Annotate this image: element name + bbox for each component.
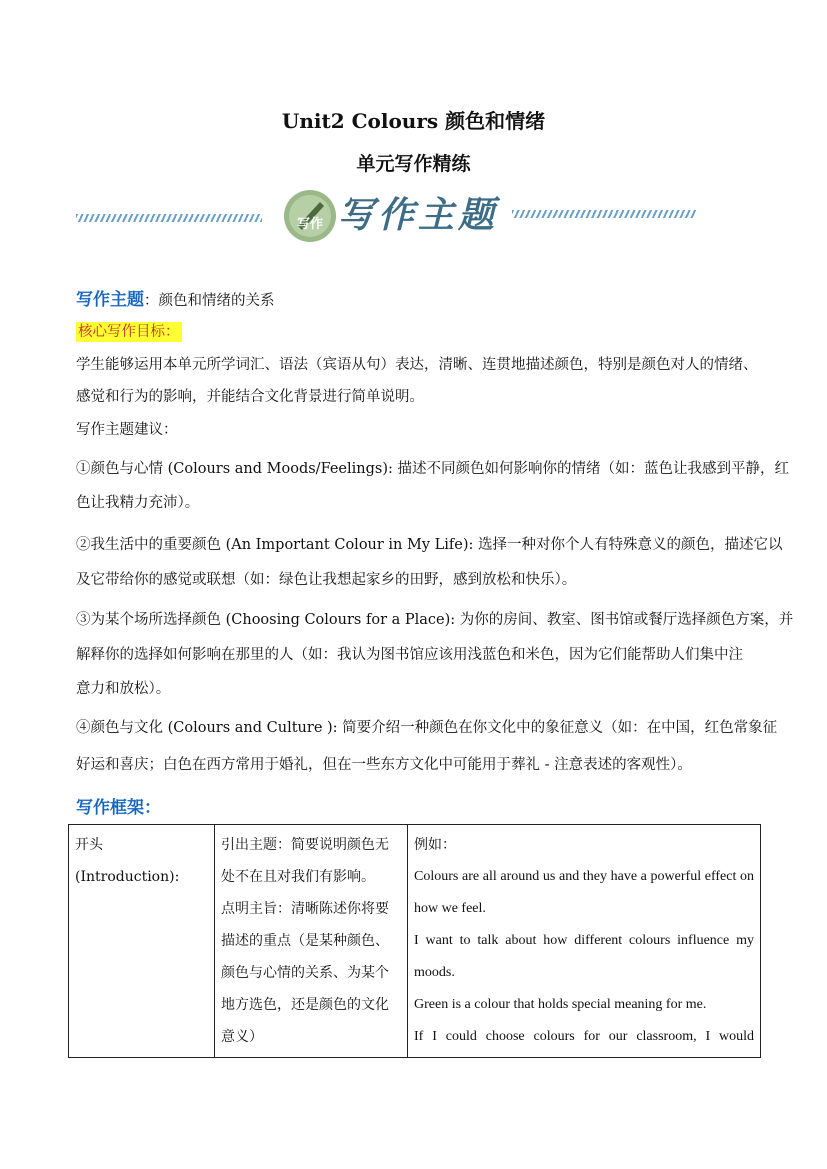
example-sentence: If I could choose colours for our classroom, I would: [414, 1029, 754, 1044]
suggestion-3-line-2: 解释你的选择如何影响在那里的人（如：我认为图书馆应该用浅蓝色和米色，因为它们能帮助人们集中注: [76, 647, 743, 663]
section-banner: [76, 186, 696, 246]
section-label: 开头 (Introduction):: [75, 837, 180, 885]
example-sentence: Colours are all around us and they have a powerful effect on how we feel.: [414, 869, 754, 916]
goal-line-1: 学生能够运用本单元所学词汇、语法（宾语从句）表达，清晰、连贯地描述颜色，特别是颜色对人的情绪、: [76, 357, 758, 373]
section-cell: [69, 825, 215, 1058]
suggestion-2-line-2: 及它带给你的感觉或联想（如：绿色让我想起家乡的田野，感到放松和快乐）。: [76, 572, 577, 588]
example-label: 例如：: [414, 837, 456, 853]
guide-cell: [215, 825, 408, 1058]
page-title: Unit2 Colours 颜色和情绪: [281, 109, 546, 133]
badge-label: 写作: [296, 217, 324, 232]
theme-heading: [76, 285, 275, 310]
guide-line: 地方选色，还是颜色的文化: [221, 997, 389, 1013]
page-subtitle: 单元写作精练: [356, 153, 471, 175]
guide-line: 颜色与心情的关系、为某个: [221, 965, 389, 981]
guide-line: 意义）: [221, 1029, 263, 1045]
suggestion-3-line-3: 意力和放松）。: [76, 681, 171, 697]
goal-line-2: 感觉和行为的影响，并能结合文化背景进行简单说明。: [76, 389, 424, 405]
example-cell: [408, 825, 761, 1058]
theme-value: 颜色和情绪的关系: [158, 293, 275, 309]
framework-table: [68, 824, 761, 1058]
guide-line: 点明主旨：清晰陈述你将要: [221, 901, 389, 917]
theme-label: 写作主题: [76, 290, 144, 310]
suggestion-3-line-1: ③为某个场所选择颜色 (Choosing Colours for a Place): 为你的房间、教室、图书馆或餐厅选择颜色方案，并: [76, 612, 794, 628]
banner-hatch-left: [76, 214, 262, 222]
banner-label: 写作主题: [338, 195, 499, 236]
suggestion-1-line-1: ①颜色与心情 (Colours and Moods/Feelings): 描述不同颜色如何影响你的情绪（如：蓝色让我感到平静，红: [76, 461, 789, 477]
guide-line: 引出主题：简要说明颜色无: [221, 837, 389, 853]
framework-heading: 写作框架：: [76, 798, 161, 818]
suggestion-4-line-2: 好运和喜庆；白色在西方常用于婚礼，但在一些东方文化中可能用于葬礼 - 注意表述的客观性）。: [76, 757, 692, 773]
suggestion-2-line-1: ②我生活中的重要颜色 (An Important Colour in My Life): 选择一种对你个人有特殊意义的颜色，描述它以: [76, 537, 783, 553]
suggestion-1-line-2: 色让我精力充沛）。: [76, 495, 200, 511]
banner-hatch-right: [512, 210, 696, 218]
example-sentence: I want to talk about how different colours influence my moods.: [414, 933, 754, 980]
example-sentence: Green is a colour that holds special meaning for me.: [414, 997, 707, 1012]
theme-separator: ：: [144, 293, 159, 309]
guide-line: 处不在且对我们有影响。: [221, 869, 375, 885]
pen-badge-icon: [282, 188, 338, 244]
suggestion-4-line-1: ④颜色与文化 (Colours and Culture ): 简要介绍一种颜色在你文化中的象征意义（如：在中国，红色常象征: [76, 720, 778, 736]
suggestions-heading: 写作主题建议：: [76, 422, 178, 438]
goal-label: 核心写作目标：: [78, 324, 180, 340]
table-row: [69, 825, 761, 1058]
guide-line: 描述的重点（是某种颜色、: [221, 933, 389, 949]
